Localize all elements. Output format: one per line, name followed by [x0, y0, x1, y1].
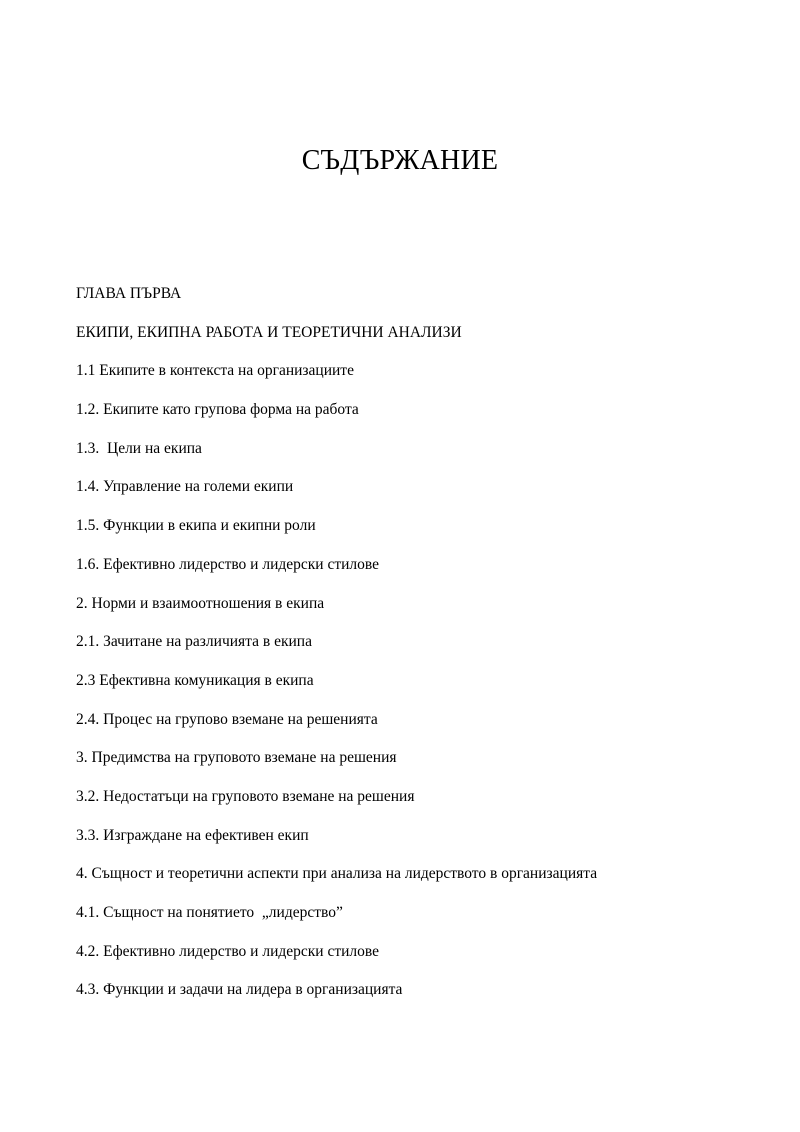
toc-item: 1.6. Ефективно лидерство и лидерски стилове — [76, 555, 380, 573]
toc-item: 3. Предимства на груповото вземане на решения — [76, 749, 397, 767]
table-of-contents — [76, 283, 756, 1018]
toc-item: 4.3. Функции и задачи на лидера в организацията — [76, 981, 403, 999]
toc-chapter-label: ГЛАВА ПЪРВА — [76, 285, 182, 302]
toc-item: 4.2. Ефективно лидерство и лидерски стилове — [76, 942, 380, 960]
toc-item: 1.2. Екипите като групова форма на работа — [76, 401, 359, 419]
toc-item: 1.3. Цели на екипа — [76, 439, 202, 457]
toc-item: 3.3. Изграждане на ефективен екип — [76, 826, 309, 844]
toc-item: 3.2. Недостатъци на груповото вземане на решения — [76, 787, 415, 805]
toc-item: 1.5. Функции в екипа и екипни роли — [76, 517, 316, 535]
toc-item: 1.4. Управление на големи екипи — [76, 478, 294, 496]
toc-item: 4. Същност и теоретични аспекти при анализа на лидерството в организацията — [76, 865, 598, 883]
toc-item: 4.1. Същност на понятието „лидерство” — [76, 904, 343, 921]
toc-item: 2.4. Процес на групово вземане на решенията — [76, 710, 378, 728]
toc-item: 2.3 Ефективна комуникация в екипа — [76, 671, 314, 689]
page-title: СЪДЪРЖАНИЕ — [301, 145, 499, 176]
toc-item: 2.1. Зачитане на различията в екипа — [76, 633, 312, 651]
toc-item: 1.1 Екипите в контекста на организациите — [76, 362, 354, 380]
toc-item: 2. Норми и взаимоотношения в екипа — [76, 594, 325, 612]
toc-chapter-title: ЕКИПИ, ЕКИПНА РАБОТА И ТЕОРЕТИЧНИ АНАЛИЗИ — [76, 323, 462, 341]
